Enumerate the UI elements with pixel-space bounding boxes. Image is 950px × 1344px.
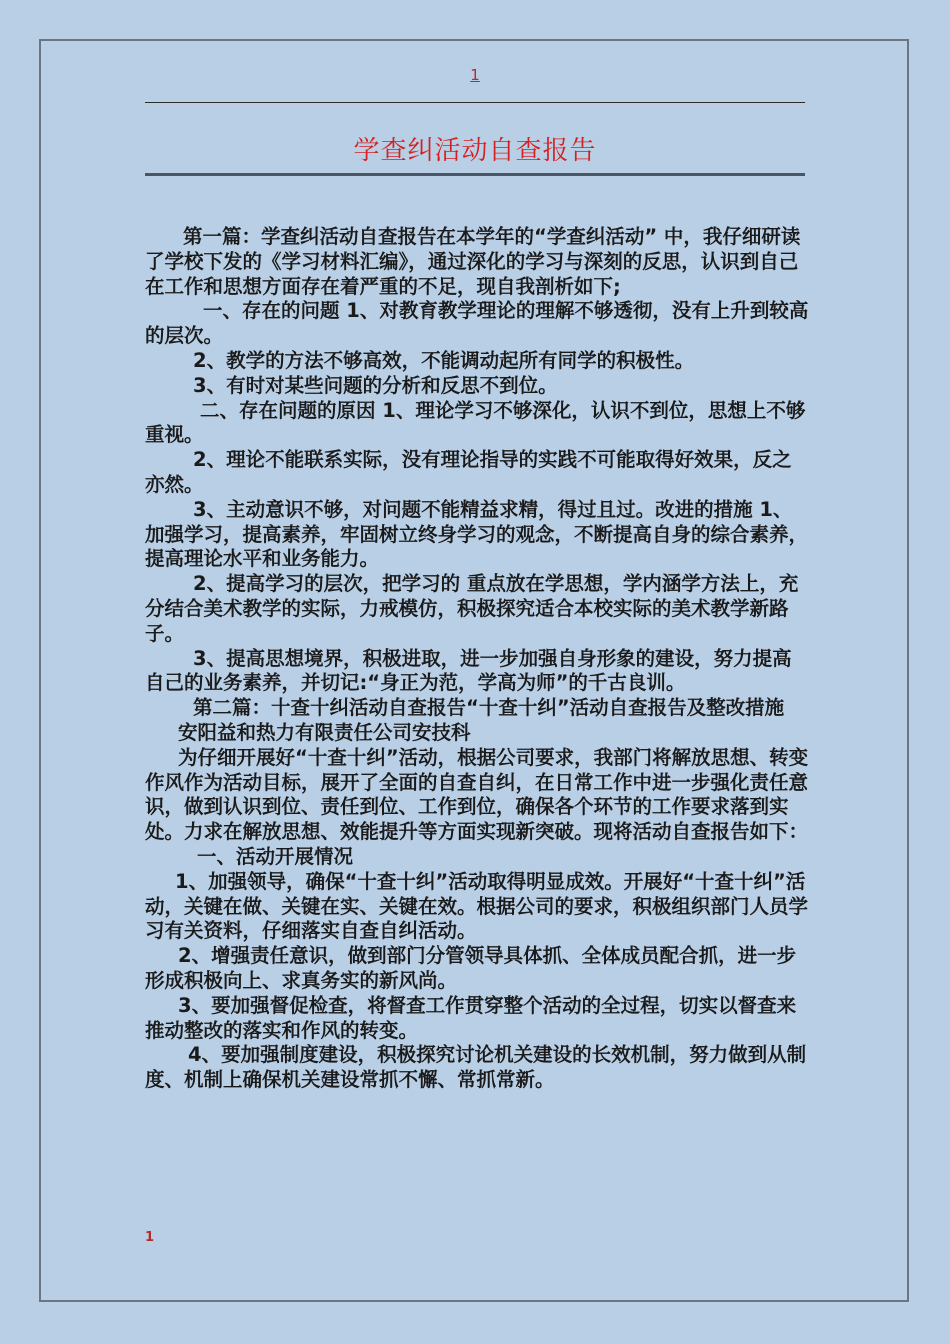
paragraph: 二、存在问题的原因 1、理论学习不够深化，认识不到位，思想上不够重视。 (145, 398, 806, 447)
footer-page-number: 1 (145, 1230, 155, 1245)
paragraph: 3、主动意识不够，对问题不能精益求精，得过且过。改进的措施 1、加强学习，提高素养，牢固树立终身学习的观念，不断提高自身的综合素养，提高理论水平和业务能力。 (145, 497, 809, 571)
paragraph: 2、增强责任意识，做到部门分管领导具体抓、全体成员配合抓，进一步形成积极向上、求真务实的新风尚。 (145, 944, 797, 992)
paragraph: 2、教学的方法不够高效，不能调动起所有同学的积极性。 (193, 348, 695, 372)
paragraph: 3、有时对某些问题的分析和反思不到位。 (193, 373, 558, 397)
paragraph: 为仔细开展好“十查十纠”活动，根据公司要求，我部门将解放思想、转变作风作为活动目标，展开了全面的自查自纠，在日常工作中进一步强化责任意识，做到认识到位、责任到位、工作到位，确保各个环节的工作要求落到实处。力求在解放思想、效能提升等方面实现新突破。现将活动自查报告如下： (145, 745, 809, 844)
paragraph: 第一篇：学查纠活动自查报告在本学年的“学查纠活动” 中，我仔细研读了学校下发的《学习材料汇编》，通过深化的学习与深刻的反思，认识到自己在工作和思想方面存在着严重的不足，现自我剖析如下; (145, 225, 801, 298)
document-body (145, 225, 810, 1093)
paragraph: 一、存在的问题 1、对教育教学理论的理解不够透彻，没有上升到较高的层次。 (145, 299, 809, 348)
paragraph: 第二篇：十查十纠活动自查报告“十查十纠”活动自查报告及整改措施 (193, 696, 785, 720)
header-page-number: 1 (470, 66, 480, 84)
header-rule (145, 102, 805, 103)
paragraph: 2、提高学习的层次，把学习的 重点放在学思想，学内涵学方法上，充分结合美术教学的实际，力戒模仿，积极探究适合本校实际的美术教学新路子。 (145, 572, 799, 645)
title-rule (145, 173, 805, 176)
paragraph: 2、理论不能联系实际，没有理论指导的实践不可能取得好效果，反之亦然。 (145, 448, 792, 496)
paragraph: 3、提高思想境界，积极进取，进一步加强自身形象的建设，努力提高自己的业务素养，并切记:“身正为范，学高为师”的千古良训。 (145, 646, 792, 695)
paragraph: 4、要加强制度建设，积极探究讨论机关建设的长效机制，努力做到从制度、机制上确保机关建设常抓不懈、常抓常新。 (145, 1043, 807, 1092)
paragraph: 3、要加强督促检查，将督查工作贯穿整个活动的全过程，切实以督查来推动整改的落实和作风的转变。 (145, 993, 797, 1042)
document-title: 学查纠活动自查报告 (353, 136, 597, 166)
paragraph: 安阳益和热力有限责任公司安技科 (178, 720, 471, 744)
paragraph: 一、活动开展情况 (197, 844, 354, 868)
paragraph: 1、加强领导，确保“十查十纠”活动取得明显成效。开展好“十查十纠”活动，关键在做、关键在实、关键在效。根据公司的要求，积极组织部门人员学习有关资料，仔细落实自查自纠活动。 (145, 869, 809, 943)
